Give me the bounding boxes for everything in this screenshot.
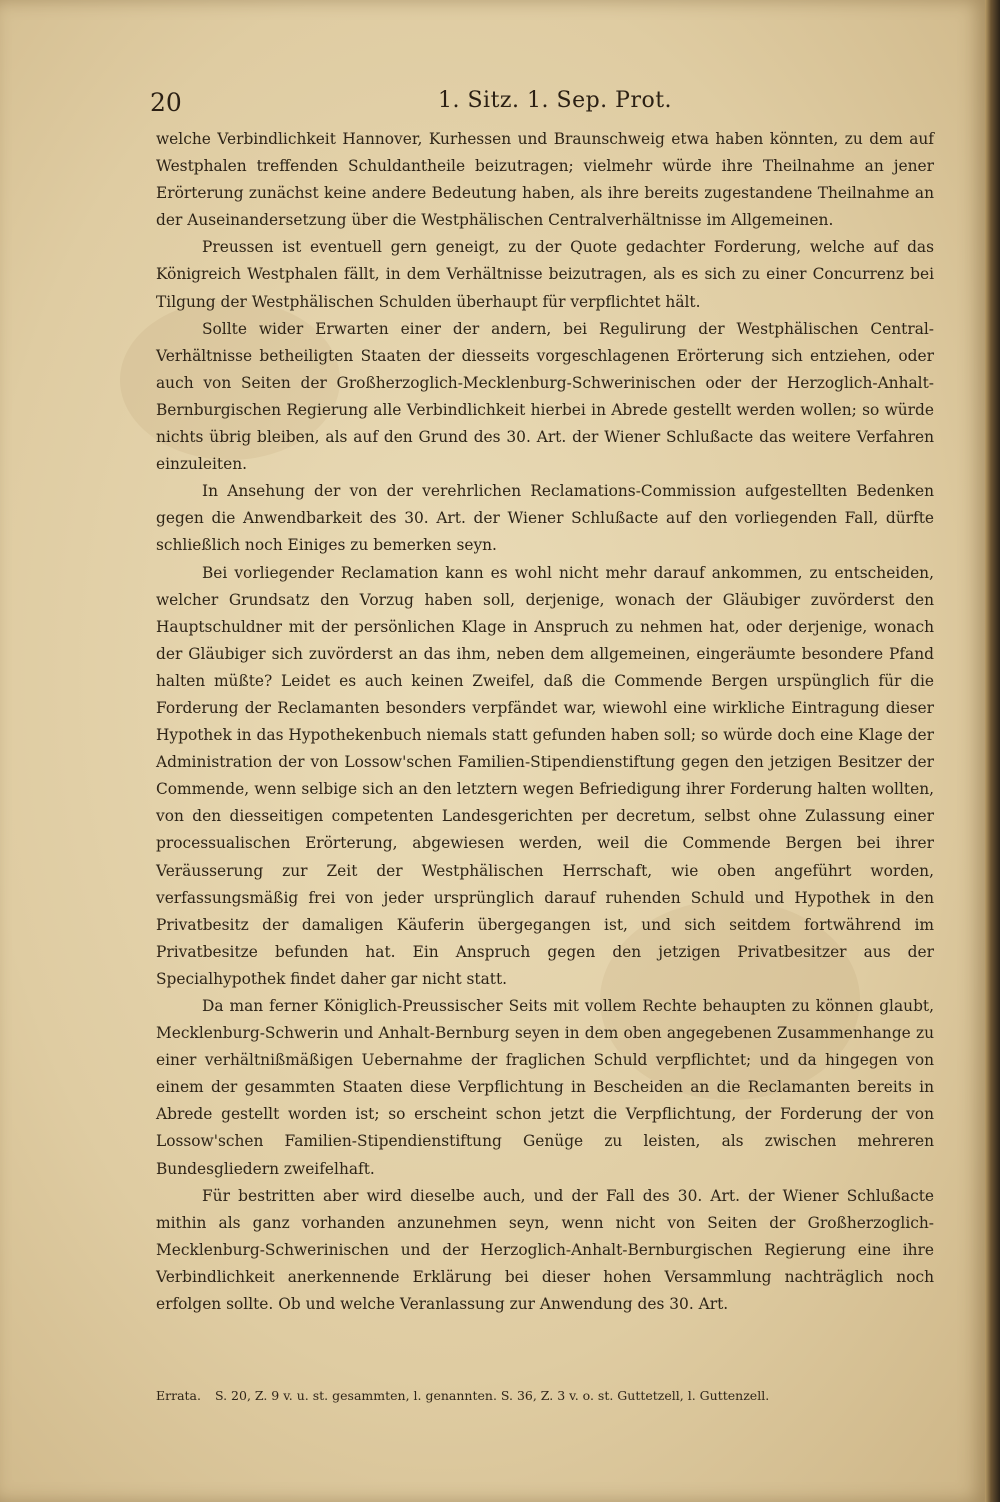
page-header xyxy=(150,88,940,124)
errata-text: S. 20, Z. 9 v. u. st. gesammten, l. genannten. S. 36, Z. 3 v. o. st. Guttetzell, l. Guttenzell. xyxy=(214,1388,770,1403)
paragraph-2: Preussen ist eventuell gern geneigt, zu der Quote gedachter Forderung, welche auf das Königreich Westphalen fällt, in dem Verhältnisse beizutragen, als es sich zu einer Concurrenz bei Tilgung der Westphälischen Schulden überhaupt für verpflichtet hält. xyxy=(156,238,934,311)
page-number: 20 xyxy=(150,88,182,117)
running-head: 1. Sitz. 1. Sep. Prot. xyxy=(438,88,673,113)
paragraph-1: welche Verbindlichkeit Hannover, Kurhessen und Braunschweig etwa haben könnten, zu dem auf Westphalen treffenden Schuldantheile beizutragen; vielmehr würde ihre Theilnahme an jener Erörterung zunächst keine andere Bedeutung haben, als ihre bereits zugestandene Theilnahme an der Auseinandersetzung über die Westphälischen Centralverhältnisse im Allgemeinen. xyxy=(156,130,934,230)
page-edge-shadow xyxy=(985,0,1000,1502)
paragraph-6: Da man ferner Königlich-Preussischer Seits mit vollem Rechte behaupten zu können glaubt, Mecklenburg-Schwerin und Anhalt-Bernburg seyen in dem oben angegebenen Zusammenhange zu einer verhältnißmäßigen Uebernahme der fraglichen Schuld verpflichtet; und da hingegen von einem der gesammten Staaten diese Verpflichtung in Bescheiden an die Reclamanten bereits in Abrede gestellt worden ist; so erscheint schon jetzt die Verpflichtung, der Forderung der von Lossow'schen Familien-Stipendienstiftung Genüge zu leisten, als zwischen mehreren Bundesgliedern zweifelhaft. xyxy=(156,997,934,1178)
errata-label: Errata. xyxy=(156,1388,201,1403)
paragraph-4: In Ansehung der von der verehrlichen Reclamations-Commission aufgestellten Bedenken gegen die Anwendbarkeit des 30. Art. der Wiener Schlußacte auf den vorliegenden Fall, dürfte schließlich noch Einiges zu bemerken seyn. xyxy=(156,482,934,555)
body-text xyxy=(156,126,934,1318)
paragraph-5: Bei vorliegender Reclamation kann es wohl nicht mehr darauf ankommen, zu entscheiden, welcher Grundsatz den Vorzug haben soll, derjenige, wonach der Gläubiger zuvörderst den Hauptschuldner mit der persönlichen Klage in Anspruch zu nehmen hat, oder derjenige, wonach der Gläubiger sich zuvörderst an das ihm, neben dem allgemeinen, eingeräumte besondere Pfand halten müßte? Leidet es auch keinen Zweifel, daß die Commende Bergen urspünglich für die Forderung der Reclamanten besonders verpfändet war, wiewohl eine wirkliche Eintragung dieser Hypothek in das Hypothekenbuch niemals statt gefunden haben soll; so würde doch eine Klage der Administration der von Lossow'schen Familien-Stipendienstiftung gegen den jetzigen Besitzer der Commende, wenn selbige sich an den letztern wegen Befriedigung ihrer Forderung halten wollten, von den diesseitigen competenten Landesgerichten per decretum, selbst ohne Zulassung einer processualischen Erörterung, abgewiesen werden, weil die Commende Bergen bei ihrer Veräusserung zur Zeit der Westphälischen Herrschaft, wie oben angeführt worden, verfassungsmäßig frei von jeder ursprünglich darauf ruhenden Schuld und Hypothek in den Privatbesitz der damaligen Käuferin übergegangen ist, und sich seitdem fortwährend im Privatbesitze befunden hat. Ein Anspruch gegen den jetzigen Privatbesitzer aus der Specialhypothek findet daher gar nicht statt. xyxy=(156,563,934,988)
paragraph-3: Sollte wider Erwarten einer der andern, bei Regulirung der Westphälischen Central-Verhältnisse betheiligten Staaten der diesseits vorgeschlagenen Erörterung sich entziehen, oder auch von Seiten der Großherzoglich-Mecklenburg-Schwerinischen oder der Herzoglich-Anhalt-Bernburgischen Regierung alle Verbindlichkeit hierbei in Abrede gestellt werden wollen; so würde nichts übrig bleiben, als auf den Grund des 30. Art. der Wiener Schlußacte das weitere Verfahren einzuleiten. xyxy=(156,319,934,474)
paragraph-7: Für bestritten aber wird dieselbe auch, und der Fall des 30. Art. der Wiener Schlußacte mithin als ganz vorhanden anzunehmen seyn, wenn nicht von Seiten der Großherzoglich-Mecklenburg-Schwerinischen und der Herzoglich-Anhalt-Bernburgischen Regierung eine ihre Verbindlichkeit anerkennende Erklärung bei dieser hohen Versammlung nachträglich noch erfolgen sollte. Ob und welche Veranlassung zur Anwendung des 30. Art. xyxy=(156,1186,934,1314)
errata-line xyxy=(156,1388,956,1403)
